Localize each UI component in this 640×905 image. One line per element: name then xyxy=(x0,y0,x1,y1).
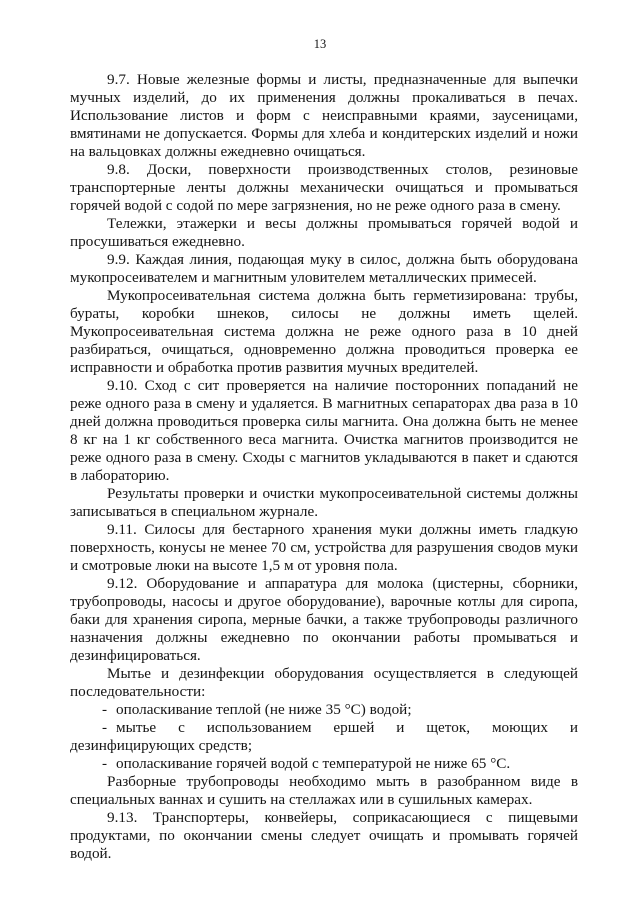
paragraph-9-11: 9.11. Силосы для бестарного хранения муки должны иметь гладкую поверхность, конусы не менее 70 см, устройства для разрушения сводов муки и смотровые люки на высоте 1,5 м от уровня пола. xyxy=(70,521,578,574)
paragraph-9-12: 9.12. Оборудование и аппаратура для молока (цистерны, сборники, трубопроводы, насосы и другое оборудование), варочные котлы для сиропа, баки для хранения сиропа, мерные бачки, а также трубопроводы различного назначения должны ежедневно по окончании работы промываться и дезинфицироваться. xyxy=(70,575,578,664)
paragraph-9-10: 9.10. Сход с сит проверяется на наличие посторонних попаданий не реже одного раза в смену и удаляется. В магнитных сепараторах два раза в 10 дней должна проводиться проверка силы магнита. Она должна быть не менее 8 кг на 1 кг собственного веса магнита. Очистка магнитов производится не реже одного раза в смену. Сходы с магнитов укладываются в пакет и сдаются в лабораторию. xyxy=(70,377,578,484)
document-body xyxy=(70,71,578,863)
paragraph-washing-sequence: Мытье и дезинфекции оборудования осуществляется в следующей последовательности: xyxy=(70,665,578,700)
list-item-text: ополаскивание горячей водой с температурой не ниже 65 °С. xyxy=(116,755,511,772)
paragraph-9-8: 9.8. Доски, поверхности производственных столов, резиновые транспортерные ленты должны механически очищаться и промываться горячей водой с содой по мере загрязнения, но не реже одного раза в смену. xyxy=(70,161,578,214)
paragraph-results: Результаты проверки и очистки мукопросеивательной системы должны записываться в специальном журнале. xyxy=(70,485,578,520)
list-dash: - xyxy=(102,755,108,772)
paragraph-trolleys: Тележки, этажерки и весы должны промываться горячей водой и просушиваться ежедневно. xyxy=(70,215,578,250)
list-item xyxy=(70,719,578,755)
list-dash: - xyxy=(102,719,108,736)
list-item-text: ополаскивание теплой (не ниже 35 °С) водой; xyxy=(116,701,412,718)
list-dash: - xyxy=(102,701,108,718)
paragraph-sifting-system: Мукопросеивательная система должна быть герметизирована: трубы, бураты, коробки шнеков, силосы не должны иметь щелей. Мукопросеивательная система должна не реже одного раза в 10 дней разбираться, очищаться, одновременно должна проводиться проверка ее исправности и обработка против развития мучных вредителей. xyxy=(70,287,578,376)
paragraph-9-9: 9.9. Каждая линия, подающая муку в силос, должна быть оборудована мукопросеивателем и магнитным уловителем металлических примесей. xyxy=(70,251,578,286)
paragraph-pipelines: Разборные трубопроводы необходимо мыть в разобранном виде в специальных ваннах и сушить на стеллажах или в сушильных камерах. xyxy=(70,773,578,808)
list-item-text: мытье с использованием ершей и щеток, моющих и дезинфицирующих средств; xyxy=(70,719,578,754)
page-number: 13 xyxy=(313,37,327,51)
washing-steps-list xyxy=(70,701,578,773)
list-item xyxy=(70,701,578,719)
paragraph-9-13: 9.13. Транспортеры, конвейеры, соприкасающиеся с пищевыми продуктами, по окончании смены следует очищать и промывать горячей водой. xyxy=(70,809,578,862)
paragraph-9-7: 9.7. Новые железные формы и листы, предназначенные для выпечки мучных изделий, до их применения должны прокаливаться в печах. Использование листов и форм с неисправными краями, заусеницами, вмятинами не допускается. Формы для хлеба и кондитерских изделий и ножи на вальцовках должны ежедневно очищаться. xyxy=(70,71,578,160)
list-item xyxy=(70,755,578,773)
